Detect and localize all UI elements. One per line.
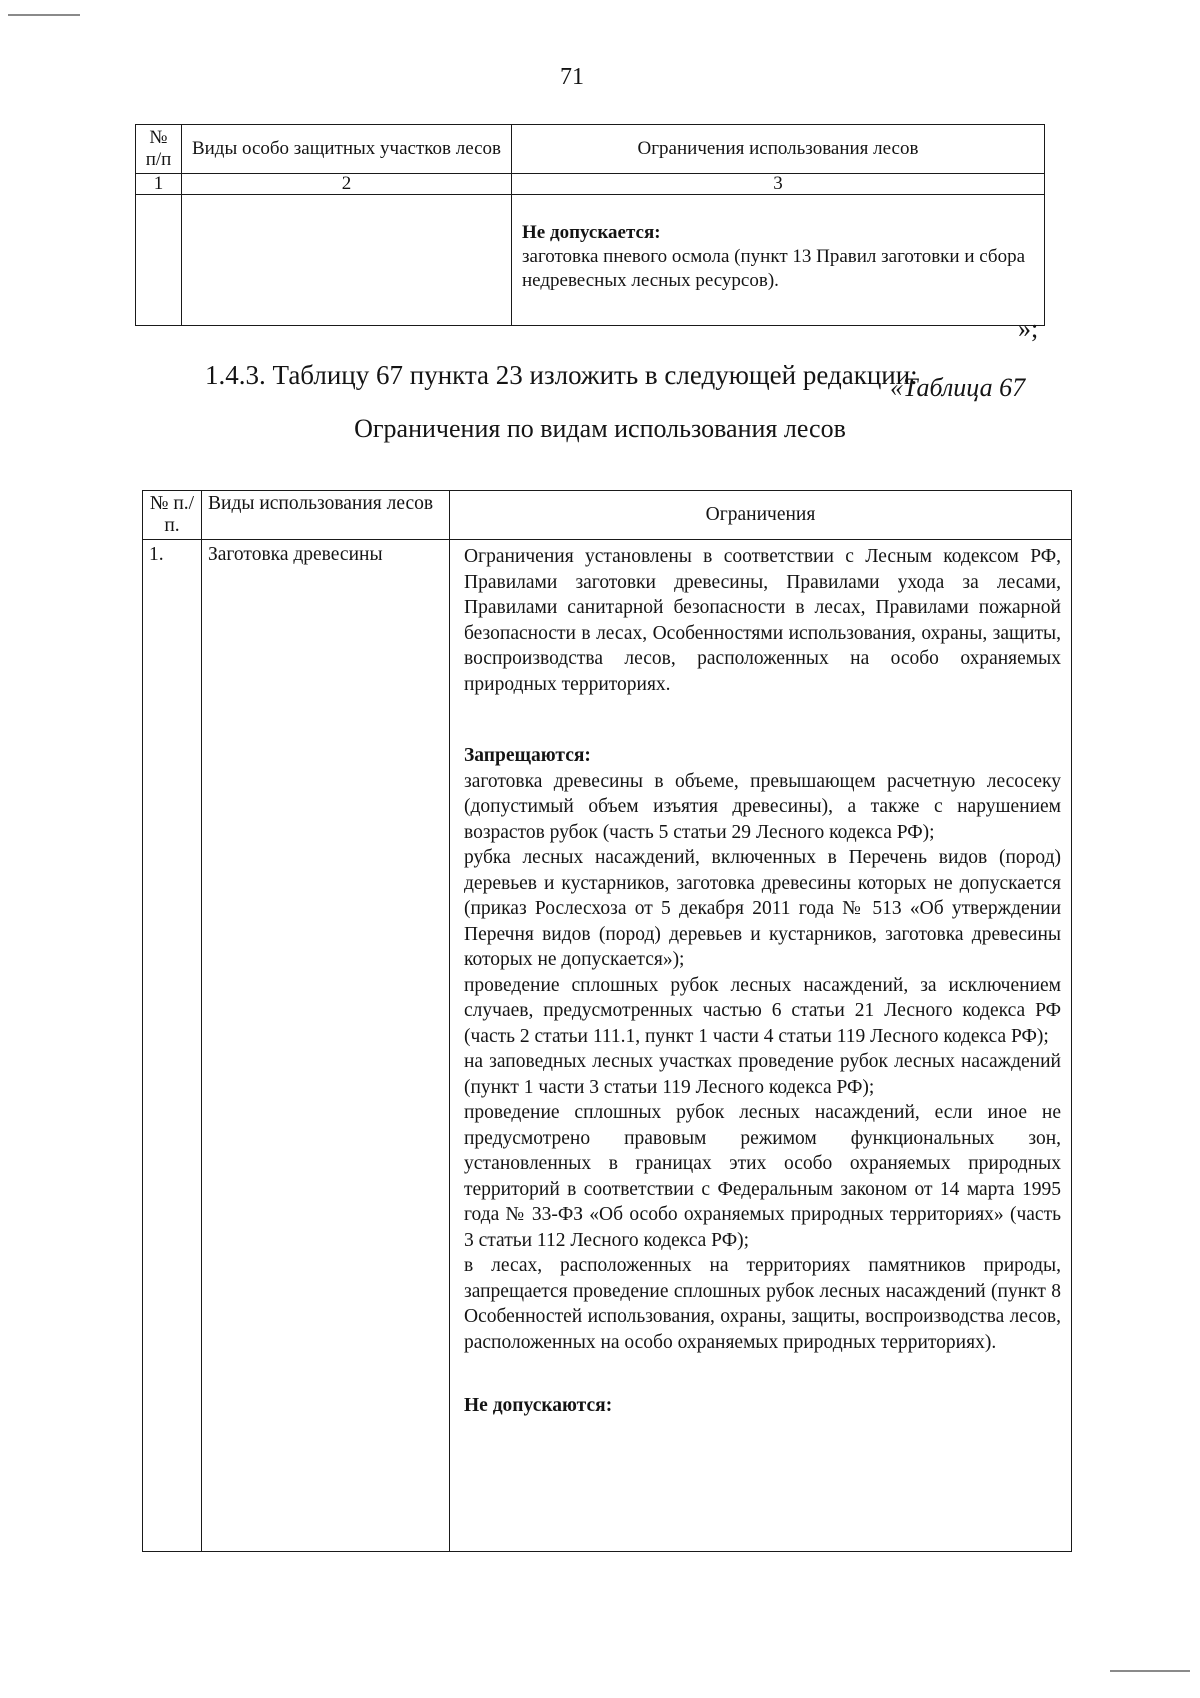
restriction-heading: Не допускается: — [522, 222, 661, 243]
continued-table — [135, 124, 1045, 326]
column-number: 3 — [512, 174, 1045, 195]
prohibited-item: заготовка древесины в объеме, превышающем расчетную лесосеку (допустимый объем изъятия древесины), а также с нарушением возрастов рубок (часть 5 статьи 29 Лесного кодекса РФ); — [464, 770, 1061, 843]
header-usage-type: Виды использования лесов — [202, 491, 450, 540]
restriction-text: заготовка пневого осмола (пункт 13 Правил заготовки и сбора недревесных лесных ресурсов). — [522, 246, 1026, 291]
table-header-row — [143, 491, 1072, 540]
row-restriction-cell — [450, 540, 1072, 1552]
prohibited-item: проведение сплошных рубок лесных насаждений, если иное не предусмотрено правовым режимом функциональных зон, установленных в границах этих особо охраняемых природных территорий в соответствии с Федеральным законом от 14 марта 1995 года № 33-ФЗ «Об особо охраняемых природных территориях» (часть 3 статьи 112 Лесного кодекса РФ); — [464, 1102, 1061, 1251]
page-number: 71 — [560, 64, 584, 90]
scan-artifact-line — [8, 14, 80, 16]
closing-quote: »; — [1018, 314, 1039, 343]
prohibited-heading: Запрещаются: — [464, 745, 591, 766]
row-number-cell: 1. — [143, 540, 202, 1552]
table-header-row — [136, 125, 1045, 174]
row-restriction-cell — [512, 195, 1045, 326]
header-number: № п/п — [136, 125, 182, 174]
prohibited-item: на заповедных лесных участках проведение рубок лесных насаждений (пункт 1 части 3 статьи 119 Лесного кодекса РФ); — [464, 1051, 1061, 1098]
header-plot-type: Виды особо защитных участков лесов — [182, 125, 512, 174]
row-number-cell — [136, 195, 182, 326]
table-row — [143, 540, 1072, 1552]
prohibited-item: в лесах, расположенных на территориях памятников природы, запрещается проведение сплошных рубок лесных насаждений (пункт 8 Особенностей использования, охраны, защиты, воспроизводства лесов, расположенных на особо охраняемых природных территориях). — [464, 1255, 1061, 1353]
column-number: 1 — [136, 174, 182, 195]
prohibited-item: рубка лесных насаждений, включенных в Перечень видов (пород) деревьев и кустарников, заготовка древесины которых не допускается (приказ Рослесхоза от 5 декабря 2011 года № 513 «Об утверждении Перечня видов (пород) деревьев и кустарников, заготовка древесины которых не допускается»); — [464, 847, 1061, 970]
amendment-instruction: 1.4.3. Таблицу 67 пункта 23 изложить в следующей редакции: — [205, 360, 918, 390]
scan-artifact-line — [1110, 1670, 1190, 1672]
column-number-row — [136, 174, 1045, 195]
table-heading: Ограничения по видам использования лесов — [354, 414, 846, 443]
row-type-cell: Заготовка древесины — [202, 540, 450, 1552]
table-row — [136, 195, 1045, 326]
row-type-cell — [182, 195, 512, 326]
header-number: № п./п. — [143, 491, 202, 540]
table-caption: «Таблица 67 — [890, 373, 1026, 402]
restriction-intro: Ограничения установлены в соответствии с Лесным кодексом РФ, Правилами заготовки древесины, Правилами ухода за лесами, Правилами санитарной безопасности в лесах, Правилами пожарной безопасности в лесах, Особенностями использования, охраны, защиты, воспроизводства лесов, расположенных на особо охраняемых природных территориях. — [464, 546, 1061, 695]
restrictions-table — [142, 490, 1072, 1552]
column-number: 2 — [182, 174, 512, 195]
not-allowed-heading: Не допускаются: — [464, 1395, 613, 1416]
header-restrictions: Ограничения использования лесов — [512, 125, 1045, 174]
prohibited-item: проведение сплошных рубок лесных насаждений, за исключением случаев, предусмотренных частью 6 статьи 21 Лесного кодекса РФ (часть 2 статьи 111.1, пункт 1 части 4 статьи 119 Лесного кодекса РФ); — [464, 974, 1061, 1047]
header-restrictions: Ограничения — [450, 491, 1072, 540]
